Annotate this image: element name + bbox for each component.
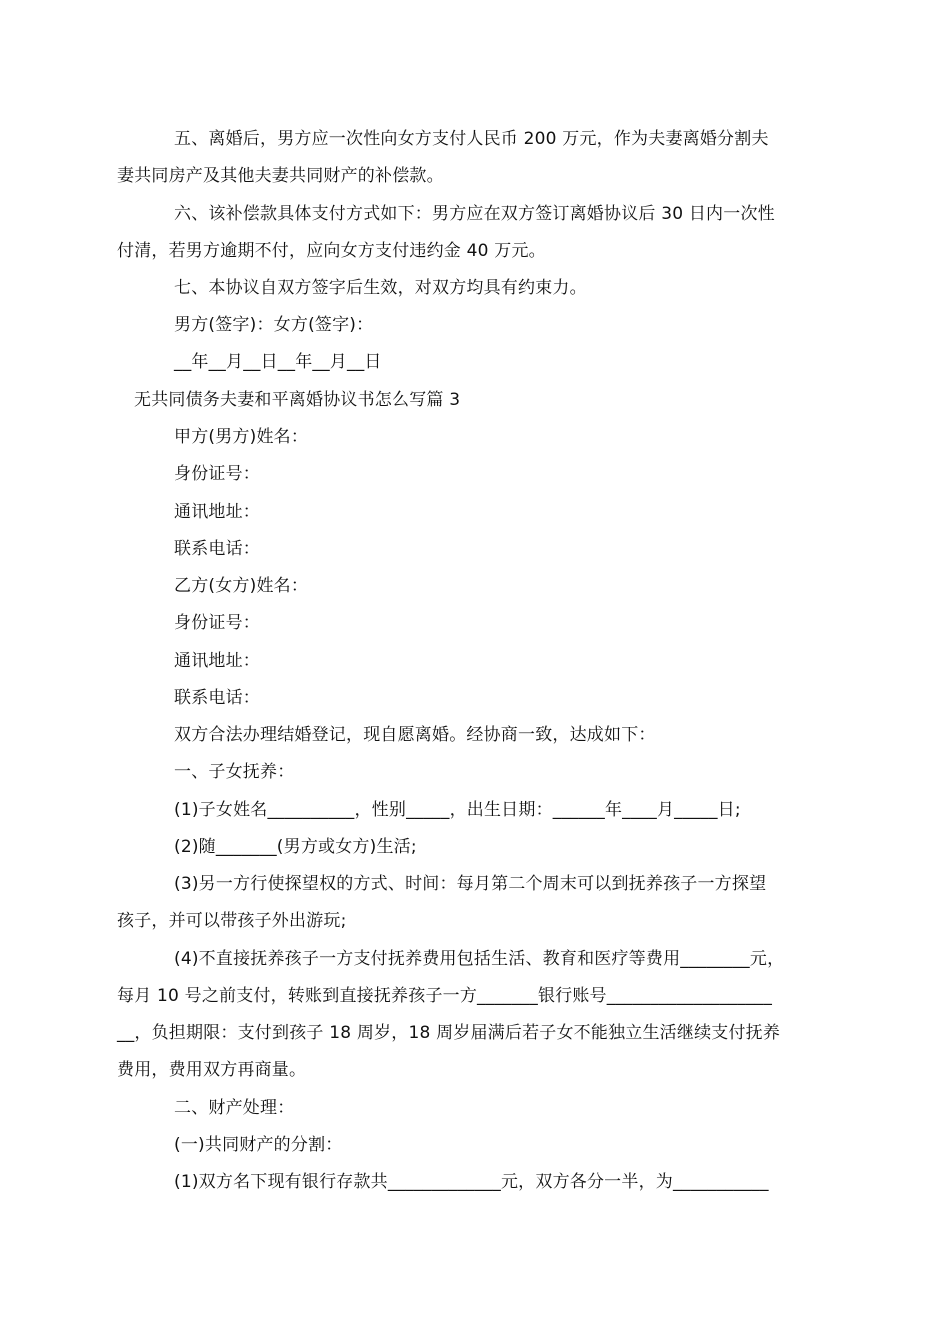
heading-property: 二、财产处理：: [174, 1098, 295, 1118]
party-b-name: 乙方(女方)姓名：: [174, 576, 309, 596]
date-line: __年__月__日__年__月__日: [174, 352, 382, 372]
party-b-id: 身份证号：: [174, 613, 260, 633]
support-line-3: __，负担期限：支付到孩子 18 周岁，18 周岁届满后若子女不能独立生活继续支付抚养: [117, 1023, 781, 1043]
custody-party: (2)随_______(男方或女方)生活;: [174, 837, 417, 857]
bank-deposit-line: (1)双方名下现有银行存款共_____________元，双方各分一半，为___________: [174, 1172, 769, 1192]
child-info: (1)子女姓名__________，性别_____，出生日期：______年____月_____日;: [174, 800, 741, 820]
signature-line: 男方(签字)：女方(签字)：: [174, 315, 374, 335]
heading-joint-property: (一)共同财产的分割：: [174, 1135, 343, 1155]
party-b-address: 通讯地址：: [174, 651, 260, 671]
support-line-1: (4)不直接抚养孩子一方支付抚养费用包括生活、教育和医疗等费用________元，: [174, 949, 785, 969]
support-line-4: 费用，费用双方再商量。: [117, 1060, 307, 1080]
paragraph-6-line-2: 付清，若男方逾期不付，应向女方支付违约金 40 万元。: [117, 241, 546, 261]
heading-child-custody: 一、子女抚养：: [174, 762, 295, 782]
paragraph-5-line-2: 妻共同房产及其他夫妻共同财产的补偿款。: [117, 166, 444, 186]
agreement-intro: 双方合法办理结婚登记，现自愿离婚。经协商一致，达成如下：: [174, 725, 656, 745]
paragraph-6-line-1: 六、该补偿款具体支付方式如下：男方应在双方签订离婚协议后 30 日内一次性: [174, 204, 775, 224]
party-a-address: 通讯地址：: [174, 502, 260, 522]
support-line-2: 每月 10 号之前支付，转账到直接抚养孩子一方_______银行账号___________________: [117, 986, 773, 1006]
party-a-id: 身份证号：: [174, 464, 260, 484]
visitation-line-2: 孩子，并可以带孩子外出游玩;: [117, 911, 347, 931]
party-a-phone: 联系电话：: [174, 539, 260, 559]
section-title: 无共同债务夫妻和平离婚协议书怎么写篇 3: [134, 390, 461, 410]
visitation-line-1: (3)另一方行使探望权的方式、时间：每月第二个周末可以到抚养孩子一方探望: [174, 874, 767, 894]
paragraph-5-line-1: 五、离婚后，男方应一次性向女方支付人民币 200 万元，作为夫妻离婚分割夫: [174, 129, 769, 149]
paragraph-7: 七、本协议自双方签字后生效，对双方均具有约束力。: [174, 278, 587, 298]
party-b-phone: 联系电话：: [174, 688, 260, 708]
party-a-name: 甲方(男方)姓名：: [174, 427, 309, 447]
